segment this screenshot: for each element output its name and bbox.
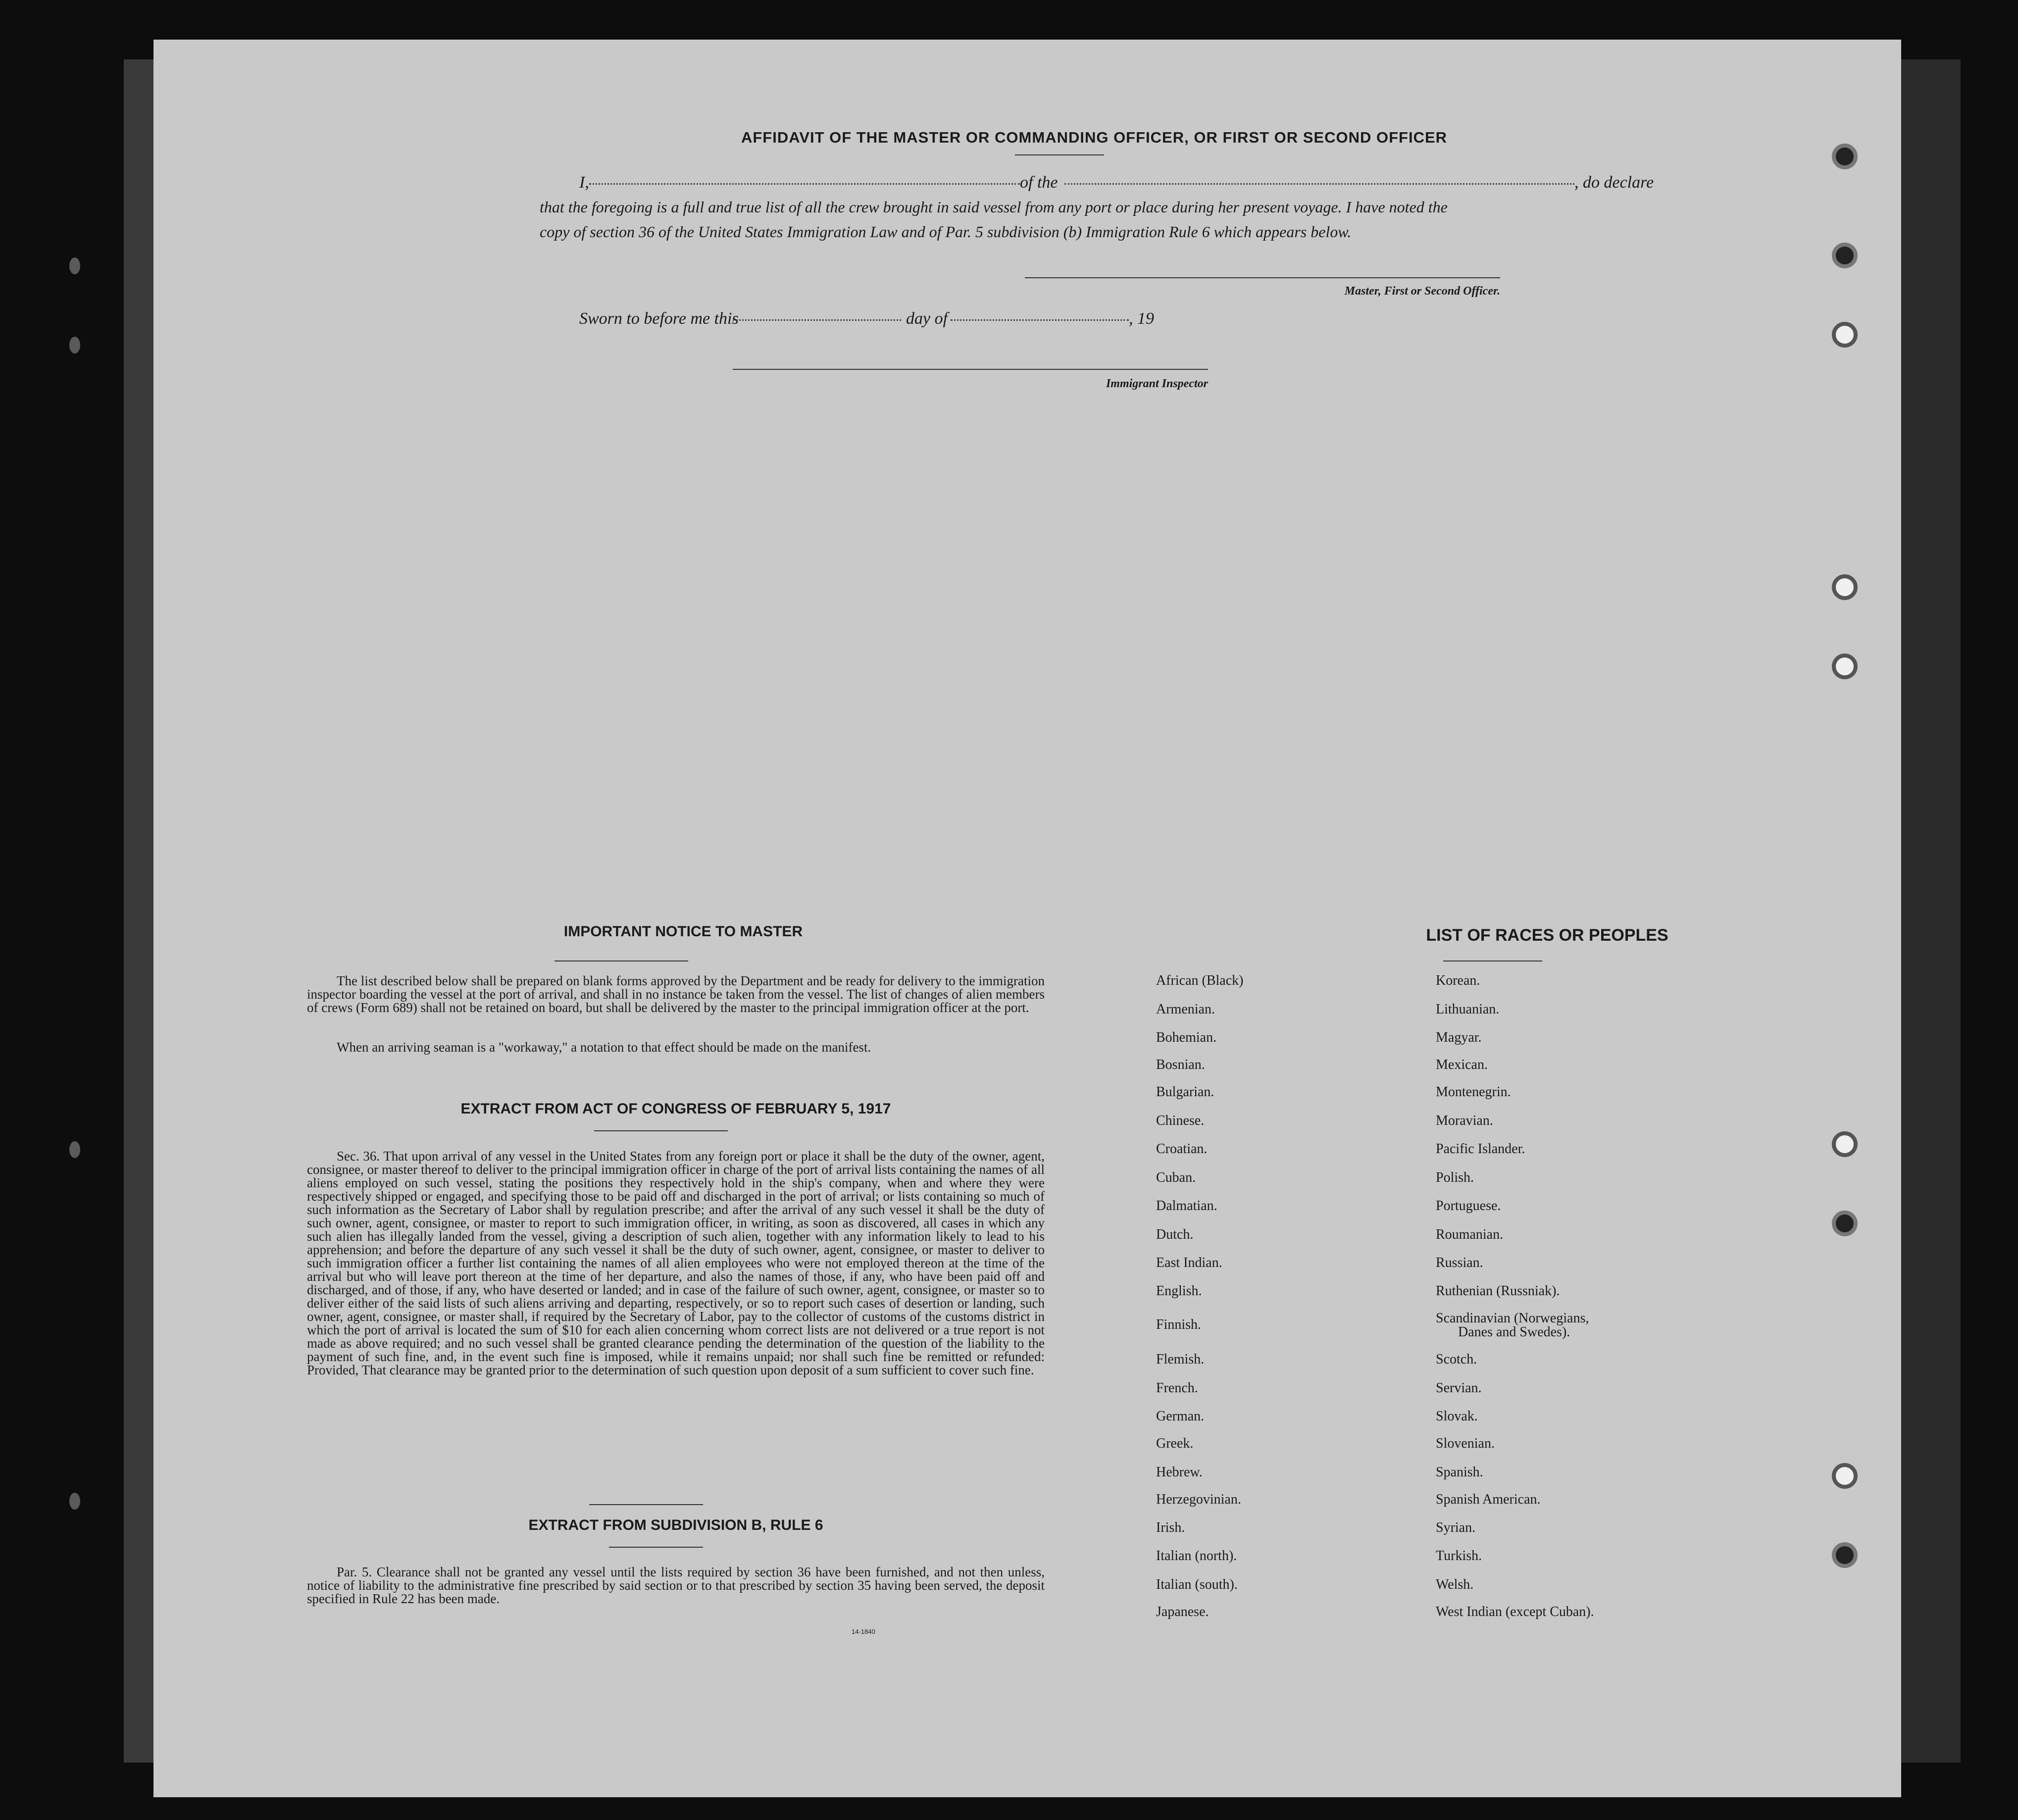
name-line[interactable]	[589, 183, 1020, 185]
race-item: Turkish.	[1436, 1548, 1482, 1564]
race-item: Korean.	[1436, 973, 1480, 988]
race-item: Finnish.	[1156, 1317, 1202, 1332]
race-item: Bulgarian.	[1156, 1084, 1214, 1100]
race-item: Hebrew.	[1156, 1465, 1203, 1480]
race-item: Flemish.	[1156, 1352, 1205, 1367]
race-item: Dutch.	[1156, 1227, 1194, 1242]
race-item: Armenian.	[1156, 1002, 1215, 1017]
binder-hole	[1832, 654, 1858, 679]
race-item: Russian.	[1436, 1255, 1483, 1270]
affidavit-line-3: copy of section 36 of the United States Immigration Law and of Par. 5 subdivision (b) Immigration Rule 6 which appears below.	[540, 223, 1352, 241]
act-divider	[594, 1130, 728, 1131]
master-signature-label: Master, First or Second Officer.	[1344, 285, 1500, 298]
binder-hole	[1832, 1463, 1858, 1489]
rivet	[69, 337, 80, 354]
inspector-signature-line[interactable]	[733, 369, 1208, 370]
title-divider	[1015, 154, 1104, 155]
race-item: Scotch.	[1436, 1352, 1477, 1367]
race-item: Montenegrin.	[1436, 1084, 1511, 1100]
binder-edge-left	[124, 59, 153, 1763]
race-item: Servian.	[1436, 1380, 1482, 1396]
rule6-title: EXTRACT FROM SUBDIVISION B, RULE 6	[528, 1517, 823, 1533]
rule6-divider	[609, 1547, 703, 1548]
race-item: Scandinavian (Norwegians,	[1436, 1311, 1589, 1326]
race-item: Italian (north).	[1156, 1548, 1237, 1564]
race-item: French.	[1156, 1380, 1198, 1396]
race-item: Bohemian.	[1156, 1030, 1217, 1045]
race-item: Dalmatian.	[1156, 1198, 1217, 1213]
race-item: Magyar.	[1436, 1030, 1482, 1045]
race-item: Danes and Swedes).	[1458, 1324, 1570, 1340]
affidavit-line-2: that the foregoing is a full and true list of all the crew brought in said vessel from any port or place during her present voyage. I have noted the	[540, 198, 1448, 216]
race-item: Slovenian.	[1436, 1436, 1495, 1451]
race-item: Slovak.	[1436, 1409, 1478, 1424]
sworn-label: Sworn to before me this	[579, 309, 739, 328]
race-item: Cuban.	[1156, 1170, 1196, 1185]
sworn-month-line[interactable]	[951, 319, 1129, 321]
race-item: Welsh.	[1436, 1577, 1474, 1592]
race-item: Syrian.	[1436, 1520, 1476, 1535]
rule6-top-divider	[589, 1504, 703, 1505]
race-item: Moravian.	[1436, 1113, 1493, 1128]
notice-title: IMPORTANT NOTICE TO MASTER	[563, 923, 803, 940]
race-item: Greek.	[1156, 1436, 1194, 1451]
sworn-day-line[interactable]	[733, 319, 901, 321]
rivet	[69, 1493, 80, 1510]
race-item: Herzegovinian.	[1156, 1492, 1241, 1507]
rule6-text: Par. 5. Clearance shall not be granted any vessel until the lists required by section 36 have been furnished, and not then unless, notice of liability to the administrative fine prescribed by said section or to that prescribed by section 35 having been served, the deposit specified in Rule 22 has been made.	[307, 1565, 1045, 1606]
binder-hole	[1832, 243, 1858, 268]
race-item: English.	[1156, 1283, 1202, 1299]
race-item: Lithuanian.	[1436, 1002, 1500, 1017]
race-item: Spanish.	[1436, 1465, 1483, 1480]
race-item: Spanish American.	[1436, 1492, 1541, 1507]
year-label: , 19	[1129, 309, 1154, 328]
vessel-line[interactable]	[1064, 183, 1574, 185]
binder-edge-right	[1901, 59, 1961, 1763]
race-item: Italian (south).	[1156, 1577, 1238, 1592]
race-item: Pacific Islander.	[1436, 1141, 1525, 1157]
binder-hole	[1832, 1542, 1858, 1568]
race-item: Polish.	[1436, 1170, 1474, 1185]
race-item: West Indian (except Cuban).	[1436, 1604, 1594, 1619]
race-item: Irish.	[1156, 1520, 1185, 1535]
race-item: Chinese.	[1156, 1113, 1205, 1128]
race-item: German.	[1156, 1409, 1205, 1424]
rivet	[69, 1141, 80, 1158]
master-signature-line[interactable]	[1025, 277, 1500, 278]
race-item: Roumanian.	[1436, 1227, 1504, 1242]
act-title: EXTRACT FROM ACT OF CONGRESS OF FEBRUARY 5, 1917	[460, 1101, 891, 1117]
race-item: Japanese.	[1156, 1604, 1209, 1619]
race-item: Ruthenian (Russniak).	[1436, 1283, 1560, 1299]
affidavit-of-the-label: of the	[1020, 173, 1058, 192]
form-page	[153, 40, 1901, 1797]
rivet	[69, 257, 80, 274]
race-item: Croatian.	[1156, 1141, 1208, 1157]
notice-paragraph-1: The list described below shall be prepared on blank forms approved by the Department and be ready for delivery to the immigration inspector boarding the vessel at the port of arrival, and shall in no instance be taken from the vessel. The list of changes of alien members of crews (Form 689) shall not be retained on board, but shall be delivered by the master to the principal immigration officer at the port.	[307, 973, 1045, 1015]
binder-hole	[1832, 1211, 1858, 1236]
binder-hole	[1832, 144, 1858, 169]
binder-hole	[1832, 1131, 1858, 1157]
race-item: African (Black)	[1156, 973, 1244, 988]
race-item: East Indian.	[1156, 1255, 1222, 1270]
act-section-36-text: Sec. 36. That upon arrival of any vessel in the United States from any foreign port or place it shall be the duty of the owner, agent, consignee, or master thereof to deliver to the principal immigration officer in charge of the port of arrival lists containing the names of all aliens employed on such vessel, stating the positions they respectively hold in the ship's company, when and where they were respectively shipped or engaged, and specifying those to be paid off and discharged in the port of arrival; or lists containing so much of such information as the Secretary of Labor shall by regulation prescribe; and after the arrival of any such vessel it shall be the duty of such owner, agent, consignee, or master to report to such immigration officer, in writing, as soon as discovered, all cases in which any such alien has illegally landed from the vessel, giving a description of such alien, together with any information likely to lead to his apprehension; and before the departure of any such vessel it shall be the duty of such owner, agent, consignee, or master to deliver to such immigration officer a further list containing the names of all alien employees who were not employed thereon at the time of the arrival but who will leave port thereon at the time of her departure, and also the names of those, if any, who have been paid off and discharged, and of those, if any, who have deserted or landed; and in case of the failure of such owner, agent, consignee, or master so to deliver either of the said lists of such aliens arriving and departing, respectively, or so to report such cases of desertion or landing, such owner, agent, consignee, or master shall, if required by the Secretary of Labor, pay to the collector of customs of the customs district in which the port of arrival is located the sum of $10 for each alien concerning whom correct lists are not delivered or a true report is not made as above required; and no such vessel shall be granted clearance pending the determination of the question of the liability to the payment of such fine, and, in the event such fine is imposed, while it remains unpaid; nor shall such fine be remitted or refunded: Provided, That clearance may be granted prior to the determination of such question upon deposit of a sum sufficient to cover such fine.	[307, 1149, 1045, 1377]
day-of-label: day of	[906, 309, 948, 328]
affidavit-title: AFFIDAVIT OF THE MASTER OR COMMANDING OFFICER, OR FIRST OR SECOND OFFICER	[741, 129, 1448, 146]
race-item: Mexican.	[1436, 1057, 1488, 1072]
races-title: LIST OF RACES OR PEOPLES	[1426, 926, 1668, 945]
affidavit-do-declare-label: , do declare	[1574, 173, 1654, 192]
notice-paragraph-2: When an arriving seaman is a "workaway," a notation to that effect should be made on the manifest.	[337, 1040, 871, 1055]
race-item: Portuguese.	[1436, 1198, 1501, 1213]
inspector-label: Immigrant Inspector	[1106, 377, 1208, 390]
affidavit-i-label: I,	[579, 173, 589, 192]
form-number: 14-1840	[852, 1628, 875, 1635]
binder-hole	[1832, 574, 1858, 600]
binder-hole	[1832, 322, 1858, 348]
race-item: Bosnian.	[1156, 1057, 1205, 1072]
